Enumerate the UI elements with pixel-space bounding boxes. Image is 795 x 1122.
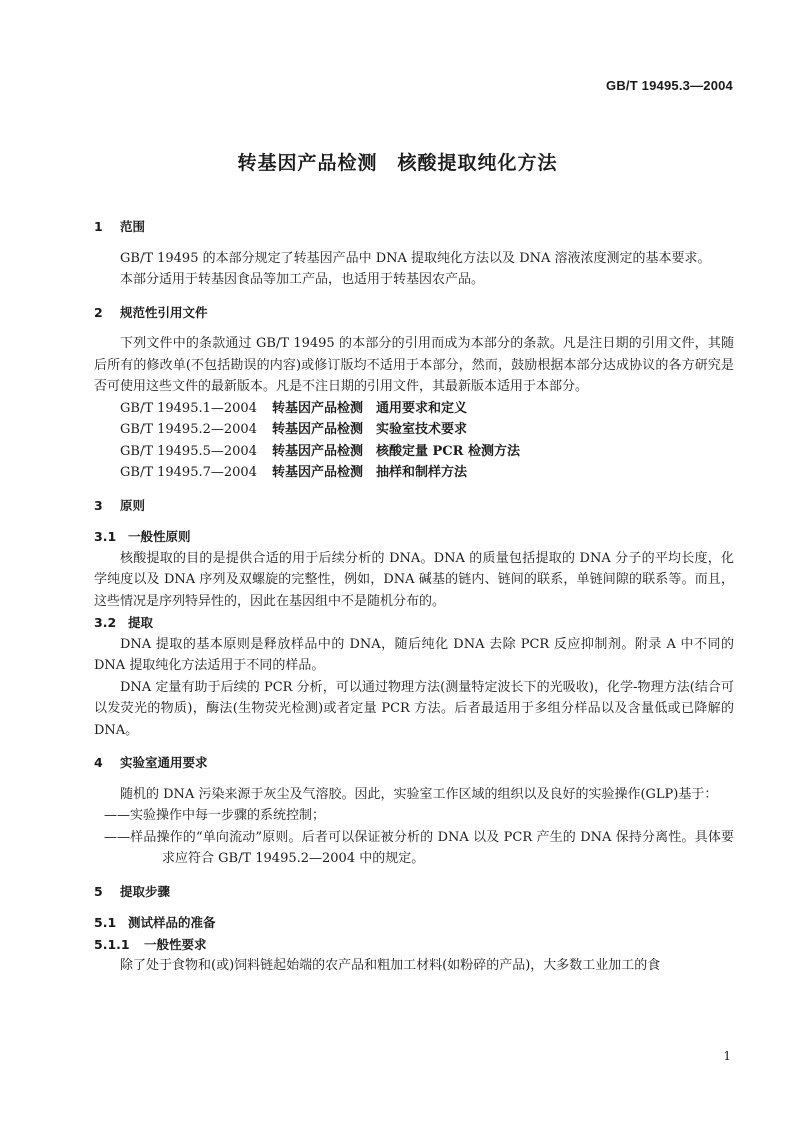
paragraph: GB/T 19495 的本部分规定了转基因产品中 DNA 提取纯化方法以及 DNA 溶液浓度测定的基本要求。 xyxy=(120,250,711,266)
subsection-title: 一般性原则 xyxy=(128,529,191,544)
section-title: 范围 xyxy=(120,219,146,234)
paragraph: DNA 定量有助于后续的 PCR 分析，可以通过物理方法(测量特定波长下的光吸收)，化学-物理方法(结合可以发荧光的物质)，酶法(生物荧光检测)或者定量 PCR 方法。后者最适用于多组分样品以及含量低或已降解的 DNA。 xyxy=(94,679,734,738)
dash-marker: —— xyxy=(104,808,130,823)
paragraph: 核酸提取的目的是提供合适的用于后续分析的 DNA。DNA 的质量包括提取的 DNA 分子的平均长度，化学纯度以及 DNA 序列及双螺旋的完整性，例如，DNA 碱基的链内、链间的联系，单链间隙的联系等。而且，这些情况是序列特异性的，因此在基因组中不是随机分布的。 xyxy=(94,550,734,609)
reference-item xyxy=(120,419,734,441)
reference-item xyxy=(120,462,734,484)
reference-code: GB/T 19495.7—2004 xyxy=(120,465,257,480)
section-title: 规范性引用文件 xyxy=(120,304,208,320)
section-title: 提取步骤 xyxy=(120,883,171,899)
reference-title-sub: 通用要求和定义 xyxy=(376,400,468,416)
subsection-5-1-heading xyxy=(94,912,734,934)
section-3-heading xyxy=(94,495,734,517)
section-number: 5 xyxy=(94,883,103,899)
subsection-number: 3.2 xyxy=(94,615,117,630)
section-number: 3 xyxy=(94,497,103,513)
subsection-5-1-1-heading xyxy=(94,934,734,956)
section-1-heading xyxy=(94,216,734,238)
reference-code: GB/T 19495.5—2004 xyxy=(120,443,257,459)
list-item-text: 实验操作中每一步骤的系统控制； xyxy=(130,808,326,823)
reference-title-main: 转基因产品检测 xyxy=(272,400,364,416)
section-title: 实验室通用要求 xyxy=(120,755,208,770)
section-2-heading xyxy=(94,302,734,324)
section-number: 2 xyxy=(94,304,103,320)
subsection-3-2-heading xyxy=(94,612,734,634)
paragraph: DNA 提取的基本原则是释放样品中的 DNA，随后纯化 DNA 去除 PCR 反应抑制剂。附录 A 中不同的 DNA 提取纯化方法适用于不同的样品。 xyxy=(94,636,734,673)
list-item xyxy=(104,827,734,870)
subsection-title: 一般性要求 xyxy=(144,936,207,952)
paragraph: 下列文件中的条款通过 GB/T 19495 的本部分的引用而成为本部分的条款。凡是注日期的引用文件，其随后所有的修改单(不包括勘误的内容)或修订版均不适用于本部分，然而，鼓励根据本部分达成协议的各方研究是否可使用这些文件的最新版本。凡是不注日期的引用文件，其最新版本适用于本部分。 xyxy=(94,336,734,394)
reference-title-sub: 实验室技术要求 xyxy=(376,422,468,437)
list-item-text: 样品操作的“单向流动”原则。后者可以保证被分析的 DNA 以及 PCR 产生的 DNA 保持分离性。具体要求应符合 GB/T 19495.2—2004 中的规定。 xyxy=(130,829,734,866)
document-title: 转基因产品检测 核酸提取纯化方法 xyxy=(237,152,558,174)
section-4-heading xyxy=(94,752,734,774)
section-5-heading xyxy=(94,881,734,903)
section-title: 原则 xyxy=(120,497,146,513)
subsection-title: 测试样品的准备 xyxy=(128,915,216,930)
reference-item xyxy=(120,441,734,463)
section-number: 1 xyxy=(94,219,103,234)
section-number: 4 xyxy=(94,755,103,770)
standard-number: GB/T 19495.3—2004 xyxy=(606,78,733,93)
subsection-3-1-heading xyxy=(94,526,734,548)
paragraph: 随机的 DNA 污染来源于灰尘及气溶胶。因此，实验室工作区域的组织以及良好的实验操作(GLP)基于： xyxy=(120,786,718,802)
paragraph: 除了处于食物和(或)饲料链起始端的农产品和粗加工材料(如粉碎的产品)，大多数工业加工的食 xyxy=(120,958,661,973)
reference-code: GB/T 19495.1—2004 xyxy=(120,400,257,416)
page-number: 1 xyxy=(723,1049,731,1063)
reference-title-sub: 核酸定量 PCR 检测方法 xyxy=(376,443,520,459)
reference-title-main: 转基因产品检测 xyxy=(272,422,364,437)
reference-code: GB/T 19495.2—2004 xyxy=(120,422,257,437)
reference-item xyxy=(120,398,734,420)
subsection-number: 3.1 xyxy=(94,529,117,544)
reference-title-sub: 抽样和制样方法 xyxy=(376,465,468,480)
subsection-number: 5.1 xyxy=(94,915,117,930)
subsection-number: 5.1.1 xyxy=(94,936,130,952)
subsection-title: 提取 xyxy=(128,615,154,630)
paragraph: 本部分适用于转基因食品等加工产品，也适用于转基因农产品。 xyxy=(120,272,485,287)
dash-marker: —— xyxy=(104,829,130,845)
list-item xyxy=(104,805,734,827)
reference-title-main: 转基因产品检测 xyxy=(272,465,364,480)
document-body xyxy=(94,214,734,977)
reference-title-main: 转基因产品检测 xyxy=(272,443,364,459)
